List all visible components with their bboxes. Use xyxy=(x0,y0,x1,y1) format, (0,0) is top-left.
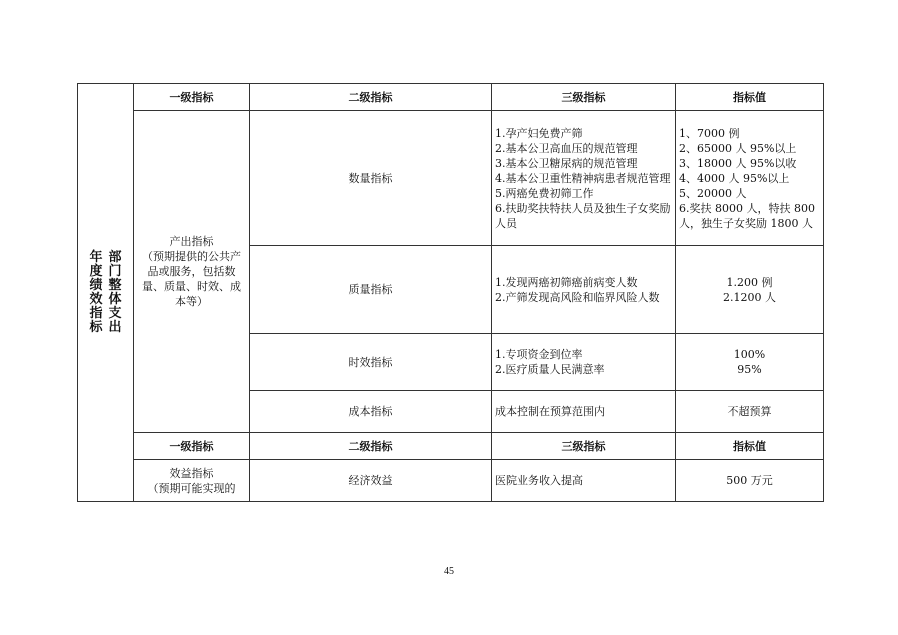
header-row xyxy=(78,84,824,111)
level3-quality-list xyxy=(492,246,676,334)
page-number: 45 xyxy=(444,566,454,577)
value-item: 95% xyxy=(737,363,762,376)
performance-table xyxy=(77,83,824,502)
row-economic xyxy=(78,460,824,502)
header-level3: 三级指标 xyxy=(492,84,676,111)
level3-item: 1.专项资金到位率 xyxy=(495,348,583,361)
value-timeliness-list xyxy=(676,334,824,391)
side-label-char: 门 xyxy=(108,263,122,279)
value-item: 5、20000 人 xyxy=(679,186,747,200)
level2-quantity: 数量指标 xyxy=(250,111,492,246)
value-item: 3、18000 人 95%以收 xyxy=(679,156,797,170)
level1-benefit-cell xyxy=(134,460,250,502)
side-label-char: 年 xyxy=(89,249,103,265)
value-item: 4、4000 人 95%以上 xyxy=(679,171,790,185)
level2-cost: 成本指标 xyxy=(250,391,492,433)
value-item: 1.200 例 xyxy=(726,275,773,289)
level2-timeliness: 时效指标 xyxy=(250,334,492,391)
header-row-2 xyxy=(78,433,824,460)
value-item: 1、7000 例 xyxy=(679,126,740,140)
value-economic: 500 万元 xyxy=(676,460,824,502)
level1-benefit-desc: （预期可能实现的 xyxy=(147,481,236,495)
level3-item: 2.产筛发现高风险和临界风险人数 xyxy=(495,290,660,304)
header2-level3: 三级指标 xyxy=(492,433,676,460)
level3-timeliness-list xyxy=(492,334,676,391)
side-label-char: 部 xyxy=(108,249,122,265)
side-label-char: 效 xyxy=(89,291,103,307)
value-item: 100% xyxy=(733,348,766,361)
header2-level1: 一级指标 xyxy=(134,433,250,460)
level1-output-desc: （预期提供的公共产品或服务，包括数量、质量、时效、成本等） xyxy=(142,250,241,308)
level1-output-title: 产出指标 xyxy=(169,235,214,248)
side-label-char: 指 xyxy=(89,305,103,321)
header-level2: 二级指标 xyxy=(250,84,492,111)
level3-cost: 成本控制在预算范围内 xyxy=(492,391,676,433)
value-cost: 不超预算 xyxy=(676,391,824,433)
header2-value: 指标值 xyxy=(676,433,824,460)
side-label-char: 度 xyxy=(89,263,103,279)
level3-item: 1.发现两癌初筛癌前病变人数 xyxy=(495,275,638,289)
side-label-col2 xyxy=(89,251,102,335)
side-label-char: 支 xyxy=(108,305,122,321)
header-value: 指标值 xyxy=(676,84,824,111)
side-label-char: 绩 xyxy=(89,277,103,293)
value-item: 2、65000 人 95%以上 xyxy=(679,141,797,155)
level3-item: 1.孕产妇免费产筛 xyxy=(495,126,583,140)
level3-item: 5.两癌免费初筛工作 xyxy=(495,186,594,200)
level2-economic: 经济效益 xyxy=(250,460,492,502)
header2-level2: 二级指标 xyxy=(250,433,492,460)
level3-item: 2.基本公卫高血压的规范管理 xyxy=(495,141,638,155)
side-label-char: 出 xyxy=(108,319,122,335)
value-quality-list xyxy=(676,246,824,334)
value-item: 6.奖扶 8000 人，特扶 800 人，独生子女奖励 1800 人 xyxy=(679,201,815,230)
level3-item: 4.基本公卫重性精神病患者规范管理 xyxy=(495,171,671,185)
value-quantity-list xyxy=(676,111,824,246)
level1-output-cell xyxy=(134,111,250,433)
row-quantity xyxy=(78,111,824,246)
value-item: 2.1200 人 xyxy=(723,290,776,304)
level3-economic: 医院业务收入提高 xyxy=(492,460,676,502)
level2-quality: 质量指标 xyxy=(250,246,492,334)
side-label-cell xyxy=(78,84,134,502)
side-label-char: 体 xyxy=(108,291,122,307)
level1-benefit-title: 效益指标 xyxy=(169,466,214,480)
level3-item: 6.扶助奖扶特扶人员及独生子女奖励人员 xyxy=(495,201,671,230)
side-label-col1 xyxy=(109,251,122,335)
header-level1: 一级指标 xyxy=(134,84,250,111)
level3-item: 2.医疗质量人民满意率 xyxy=(495,363,605,376)
side-label-char: 标 xyxy=(89,319,103,335)
side-label-char: 整 xyxy=(108,277,122,293)
level3-item: 3.基本公卫糖尿病的规范管理 xyxy=(495,156,638,170)
level3-quantity-list xyxy=(492,111,676,246)
